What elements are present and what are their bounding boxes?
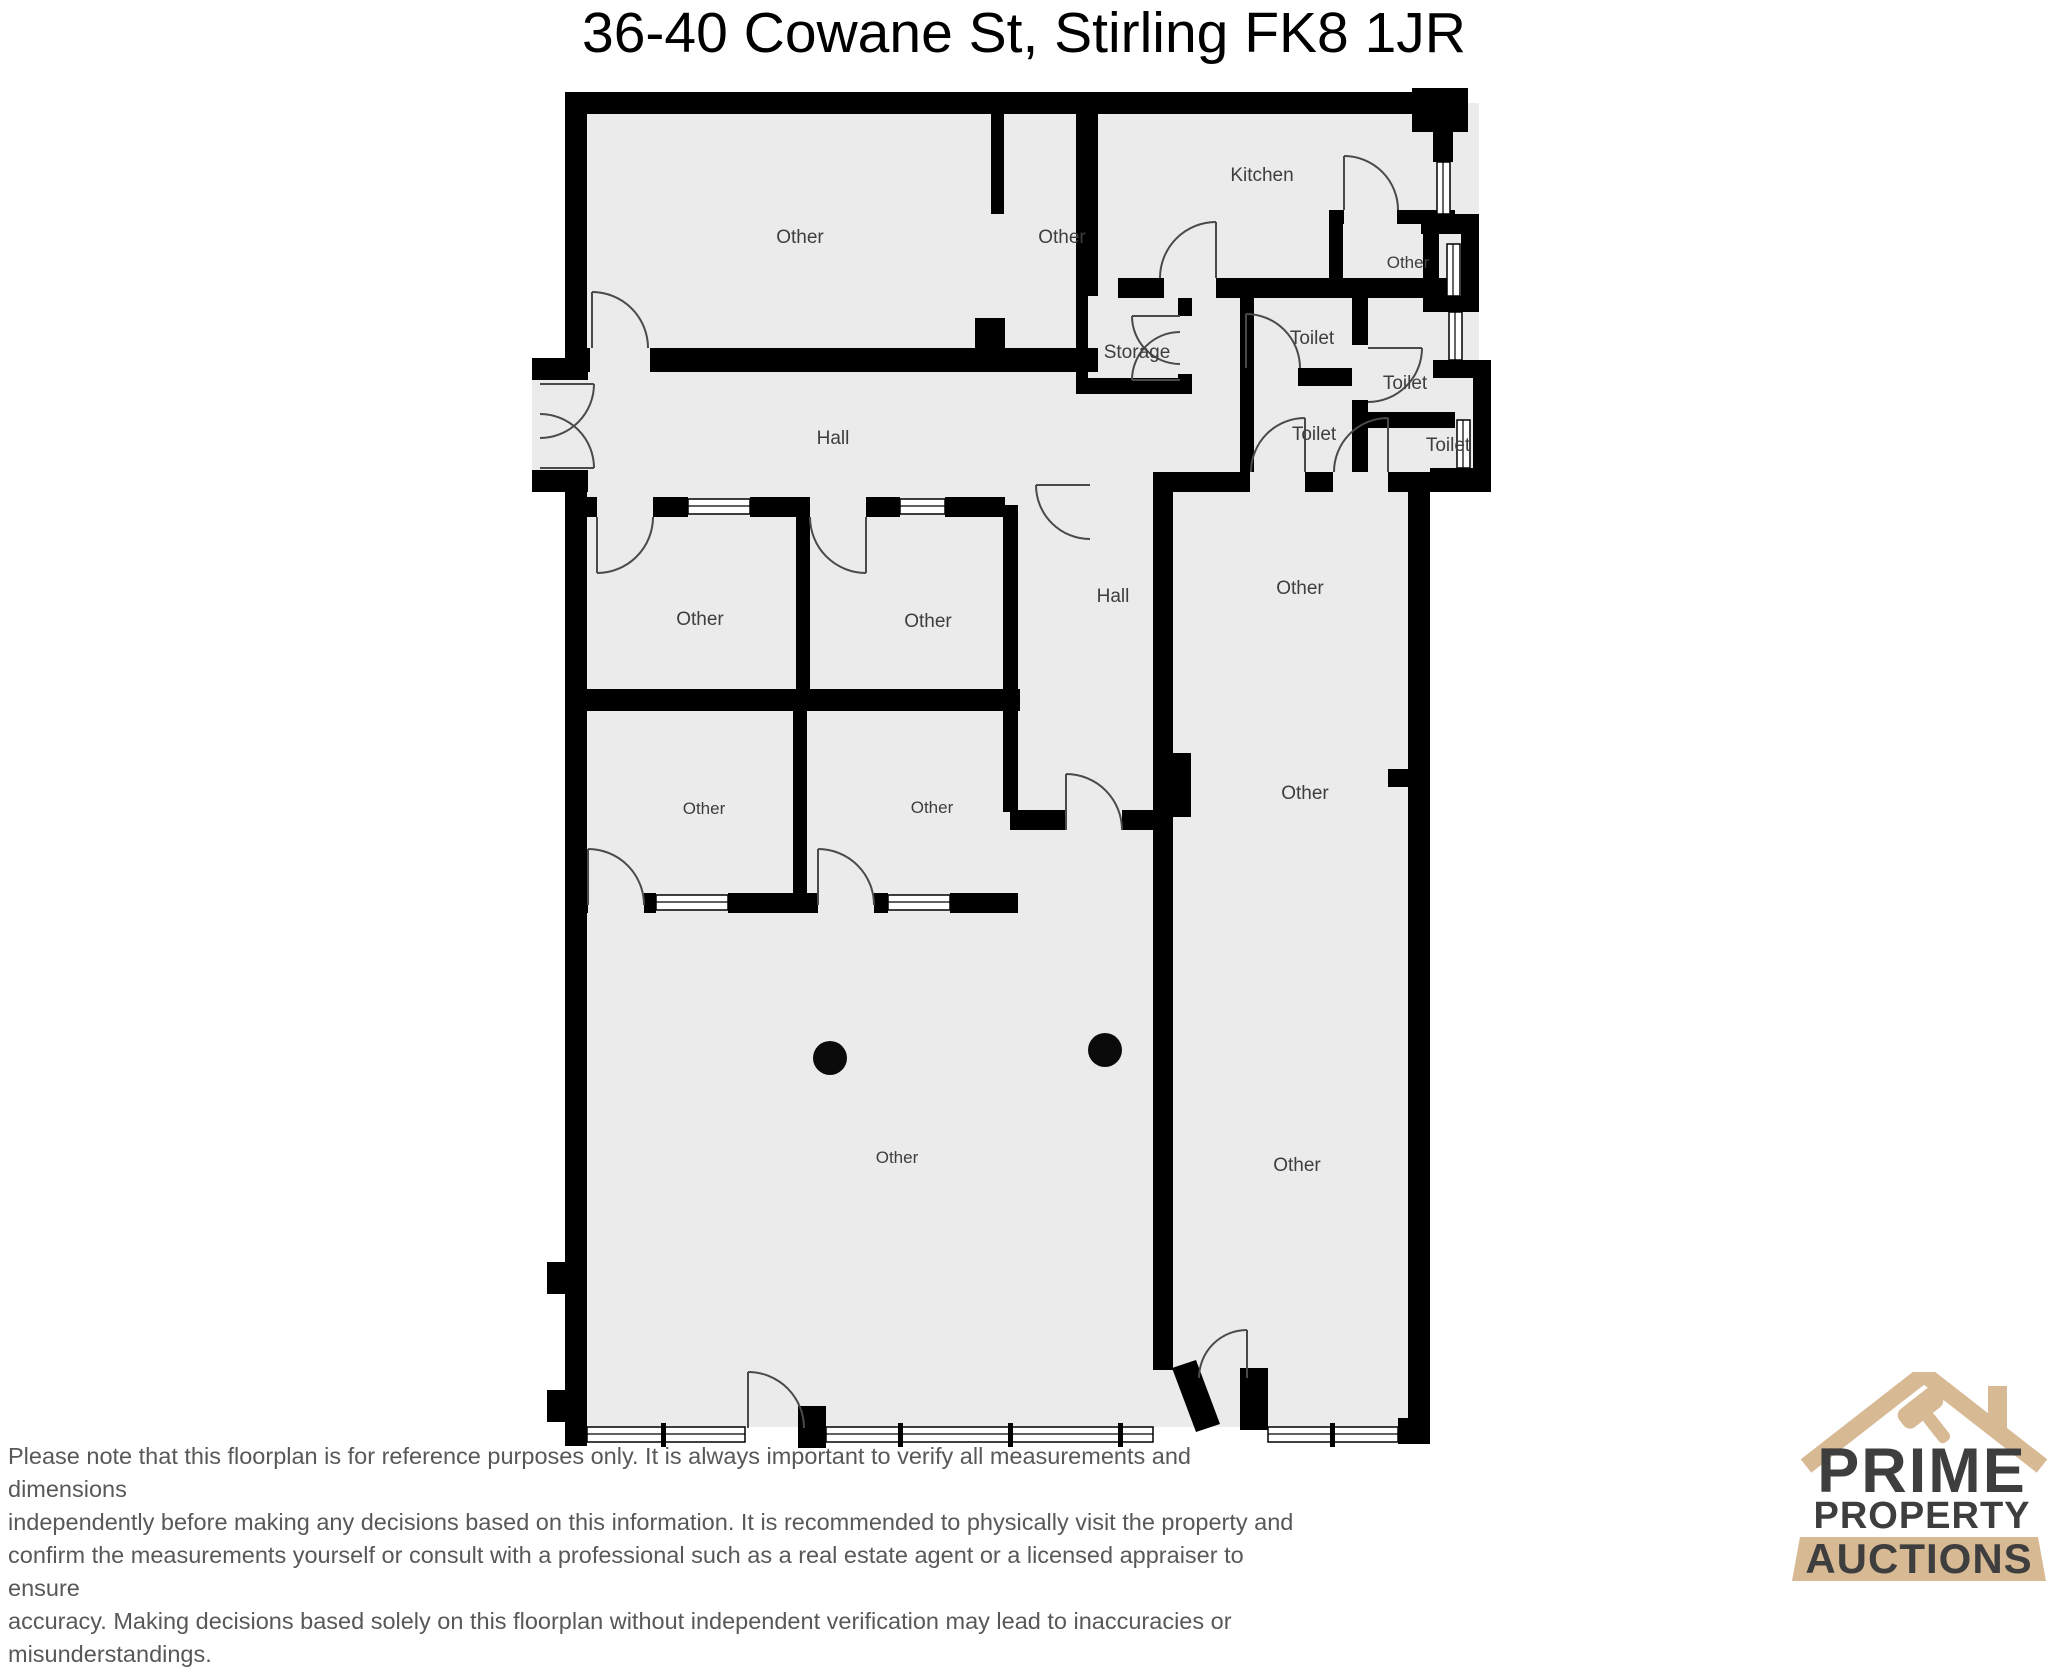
room-label-other-top-mid: Other <box>1038 227 1086 248</box>
room-label-other-bottom-big: Other <box>875 1148 919 1167</box>
room-label-other-right-mid: Other <box>1281 783 1329 804</box>
room-label-other-top-right: Other <box>1386 253 1430 272</box>
logo-word-prime: PRIME <box>1817 1436 2027 1506</box>
room-label-other-top-left: Other <box>776 227 824 248</box>
room-label-other-right-upper: Other <box>1276 578 1324 599</box>
disclaimer-line-4: accuracy. Making decisions based solely on this floorplan without independent verification may lead to inaccuracies or misunderstandings. <box>8 1608 1232 1667</box>
room-label-other-low-right: Other <box>910 798 954 817</box>
disclaimer-line-1: Please note that this floorplan is for reference purposes only. It is always important to verify all measurements and dimensions <box>8 1443 1191 1502</box>
column-2 <box>1088 1033 1122 1067</box>
room-label-kitchen: Kitchen <box>1230 165 1294 186</box>
page-title: 36-40 Cowane St, Stirling FK8 1JR <box>582 1 1466 65</box>
logo-word-auctions: AUCTIONS <box>1805 1535 2033 1582</box>
logo-word-property: PROPERTY <box>1813 1495 2031 1537</box>
room-label-other-mid-right: Other <box>904 611 952 632</box>
room-label-hall-top: Hall <box>816 428 850 449</box>
prime-property-auctions-logo <box>1786 1372 2048 1583</box>
room-label-toilet-1: Toilet <box>1289 328 1335 349</box>
room-label-toilet-2: Toilet <box>1382 373 1428 394</box>
room-label-toilet-4: Toilet <box>1425 435 1471 456</box>
room-label-other-right-bottom: Other <box>1273 1155 1321 1176</box>
room-label-other-low-left: Other <box>682 799 726 818</box>
disclaimer-line-2: independently before making any decisions based on this information. It is recommended to physically visit the property and <box>8 1509 1294 1535</box>
column-1 <box>813 1041 847 1075</box>
room-label-hall-mid: Hall <box>1096 586 1130 607</box>
room-label-storage: Storage <box>1103 342 1171 363</box>
room-label-toilet-3: Toilet <box>1291 424 1337 445</box>
disclaimer <box>8 1440 1308 1671</box>
room-label-other-mid-left: Other <box>676 609 724 630</box>
disclaimer-line-3: confirm the measurements yourself or consult with a professional such as a real estate agent or a licensed appraiser to ensure <box>8 1542 1244 1601</box>
